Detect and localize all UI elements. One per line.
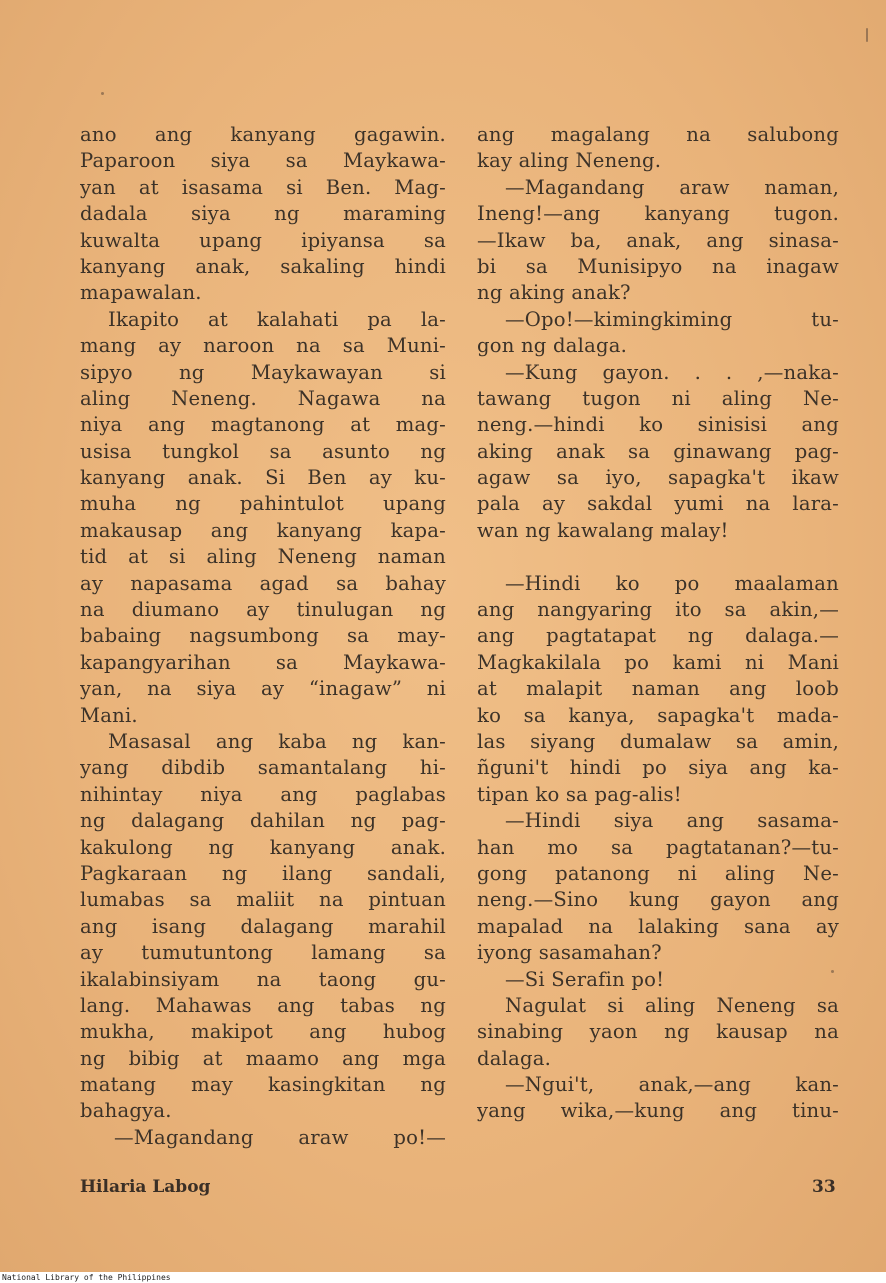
text-line: mang ay naroon na sa Muni-: [80, 334, 446, 358]
text-line: ang magalang na salubong: [477, 123, 839, 146]
text-line: gong patanong ni aling Ne-: [477, 861, 839, 885]
author-name: Hilaria Labog: [80, 1177, 211, 1197]
text-line: ñguni't hindi po siya ang ka-: [477, 756, 839, 780]
text-line: Paparoon siya sa Maykawa-: [80, 149, 446, 173]
text-line: —Magandang araw po!—: [114, 1125, 446, 1149]
text-line: ng dalagang dahilan ng pag-: [80, 809, 446, 833]
text-line: lang. Mahawas ang tabas ng: [80, 993, 446, 1017]
text-line: —Ikaw ba, anak, ang sinasa-: [477, 228, 839, 252]
text-line: las siyang dumalaw sa amin,: [477, 729, 839, 753]
text-line: bahagya.: [80, 1099, 172, 1123]
text-line: mapawalan.: [80, 281, 202, 305]
text-line: yan at isasama si Ben. Mag-: [80, 175, 446, 199]
text-line: Nagulat si aling Neneng sa: [505, 993, 839, 1017]
text-line: kanyang anak. Si Ben ay ku-: [80, 466, 446, 490]
text-line: kanyang anak, sakaling hindi: [80, 254, 446, 278]
text-line: ano ang kanyang gagawin.: [80, 123, 446, 146]
text-line: kapangyarihan sa Maykawa-: [80, 650, 446, 674]
text-line: kuwalta upang ipiyansa sa: [80, 228, 446, 252]
text-line: nihintay niya ang paglabas: [80, 782, 446, 806]
page-number: 33: [812, 1177, 836, 1197]
text-line: han mo sa pagtatanan?—tu-: [477, 835, 839, 859]
text-line: Masasal ang kaba ng kan-: [108, 729, 446, 753]
text-line: ng aking anak?: [477, 281, 631, 305]
right-text-column: [477, 122, 839, 1125]
text-line: ang nangyaring ito sa akin,—: [477, 598, 839, 622]
left-text-column: [80, 122, 446, 1151]
text-line: na diumano ay tinulugan ng: [80, 598, 446, 622]
text-line: ikalabinsiyam na taong gu-: [80, 967, 446, 991]
text-line: Magkakilala po kami ni Mani: [477, 650, 839, 674]
text-line: babaing nagsumbong sa may-: [80, 624, 446, 648]
text-line: matang may kasingkitan ng: [80, 1073, 446, 1097]
text-line: at malapit naman ang loob: [477, 677, 839, 701]
text-line: kay aling Neneng.: [477, 149, 662, 173]
text-line: usisa tungkol sa asunto ng: [80, 439, 446, 463]
text-line: —Opo!—kimingkiming tu-: [505, 307, 839, 331]
text-line: aling Neneng. Nagawa na: [80, 386, 446, 410]
text-line: —Kung gayon. . . ,—naka-: [505, 360, 839, 384]
text-line: lumabas sa maliit na pintuan: [80, 888, 446, 912]
text-line: agaw sa iyo, sapagka't ikaw: [477, 466, 839, 490]
text-line: dadala siya ng maraming: [80, 202, 446, 226]
paper-speck: [101, 92, 104, 95]
text-line: —Magandang araw naman,: [505, 175, 839, 199]
text-line: gon ng dalaga.: [477, 334, 628, 358]
library-credit: National Library of the Philippines: [0, 1272, 886, 1283]
text-line: sinabing yaon ng kausap na: [477, 1020, 839, 1044]
text-line: wan ng kawalang malay!: [477, 518, 729, 542]
text-line: yan, na siya ay “inagaw” ni: [80, 677, 446, 701]
text-line: sipyo ng Maykawayan si: [80, 360, 446, 384]
text-line: mukha, makipot ang hubog: [80, 1020, 446, 1044]
text-line: ang pagtatapat ng dalaga.—: [477, 624, 839, 648]
text-line: pala ay sakdal yumi na lara-: [477, 492, 839, 516]
text-line: neng.—hindi ko sinisisi ang: [477, 413, 839, 437]
text-line: tawang tugon ni aling Ne-: [477, 386, 839, 410]
text-line: Ikapito at kalahati pa la-: [108, 307, 446, 331]
paper-speck: [831, 970, 834, 973]
text-line: ko sa kanya, sapagka't mada-: [477, 703, 839, 727]
text-line: —Ngui't, anak,—ang kan-: [505, 1073, 839, 1097]
text-line: mapalad na lalaking sana ay: [477, 914, 839, 938]
text-line: tid at si aling Neneng naman: [80, 545, 446, 569]
text-line: aking anak sa ginawang pag-: [477, 439, 839, 463]
text-line: ng bibig at maamo ang mga: [80, 1046, 446, 1070]
text-line: ay tumutuntong lamang sa: [80, 941, 446, 965]
text-line: ang isang dalagang marahil: [80, 914, 446, 938]
text-line: iyong sasamahan?: [477, 941, 662, 965]
text-line: muha ng pahintulot upang: [80, 492, 446, 516]
text-line: Ineng!—ang kanyang tugon.: [477, 202, 839, 226]
text-line: Pagkaraan ng ilang sandali,: [80, 861, 446, 885]
text-line: makausap ang kanyang kapa-: [80, 518, 446, 542]
text-line: ay napasama agad sa bahay: [80, 571, 446, 595]
text-line: kakulong ng kanyang anak.: [80, 835, 446, 859]
paper-mark: [866, 28, 868, 42]
text-line: yang wika,—kung ang tinu-: [477, 1099, 839, 1123]
text-line: neng.—Sino kung gayon ang: [477, 888, 839, 912]
text-line: yang dibdib samantalang hi-: [80, 756, 446, 780]
text-line: [477, 544, 839, 570]
text-line: —Hindi ko po maalaman: [505, 571, 839, 595]
text-line: niya ang magtanong at mag-: [80, 413, 446, 437]
text-line: —Hindi siya ang sasama-: [505, 809, 839, 833]
text-line: tipan ko sa pag-alis!: [477, 782, 682, 806]
text-line: —Si Serafin po!: [505, 967, 665, 991]
text-line: bi sa Munisipyo na inagaw: [477, 254, 839, 278]
text-line: dalaga.: [477, 1046, 552, 1070]
text-line: Mani.: [80, 703, 138, 727]
